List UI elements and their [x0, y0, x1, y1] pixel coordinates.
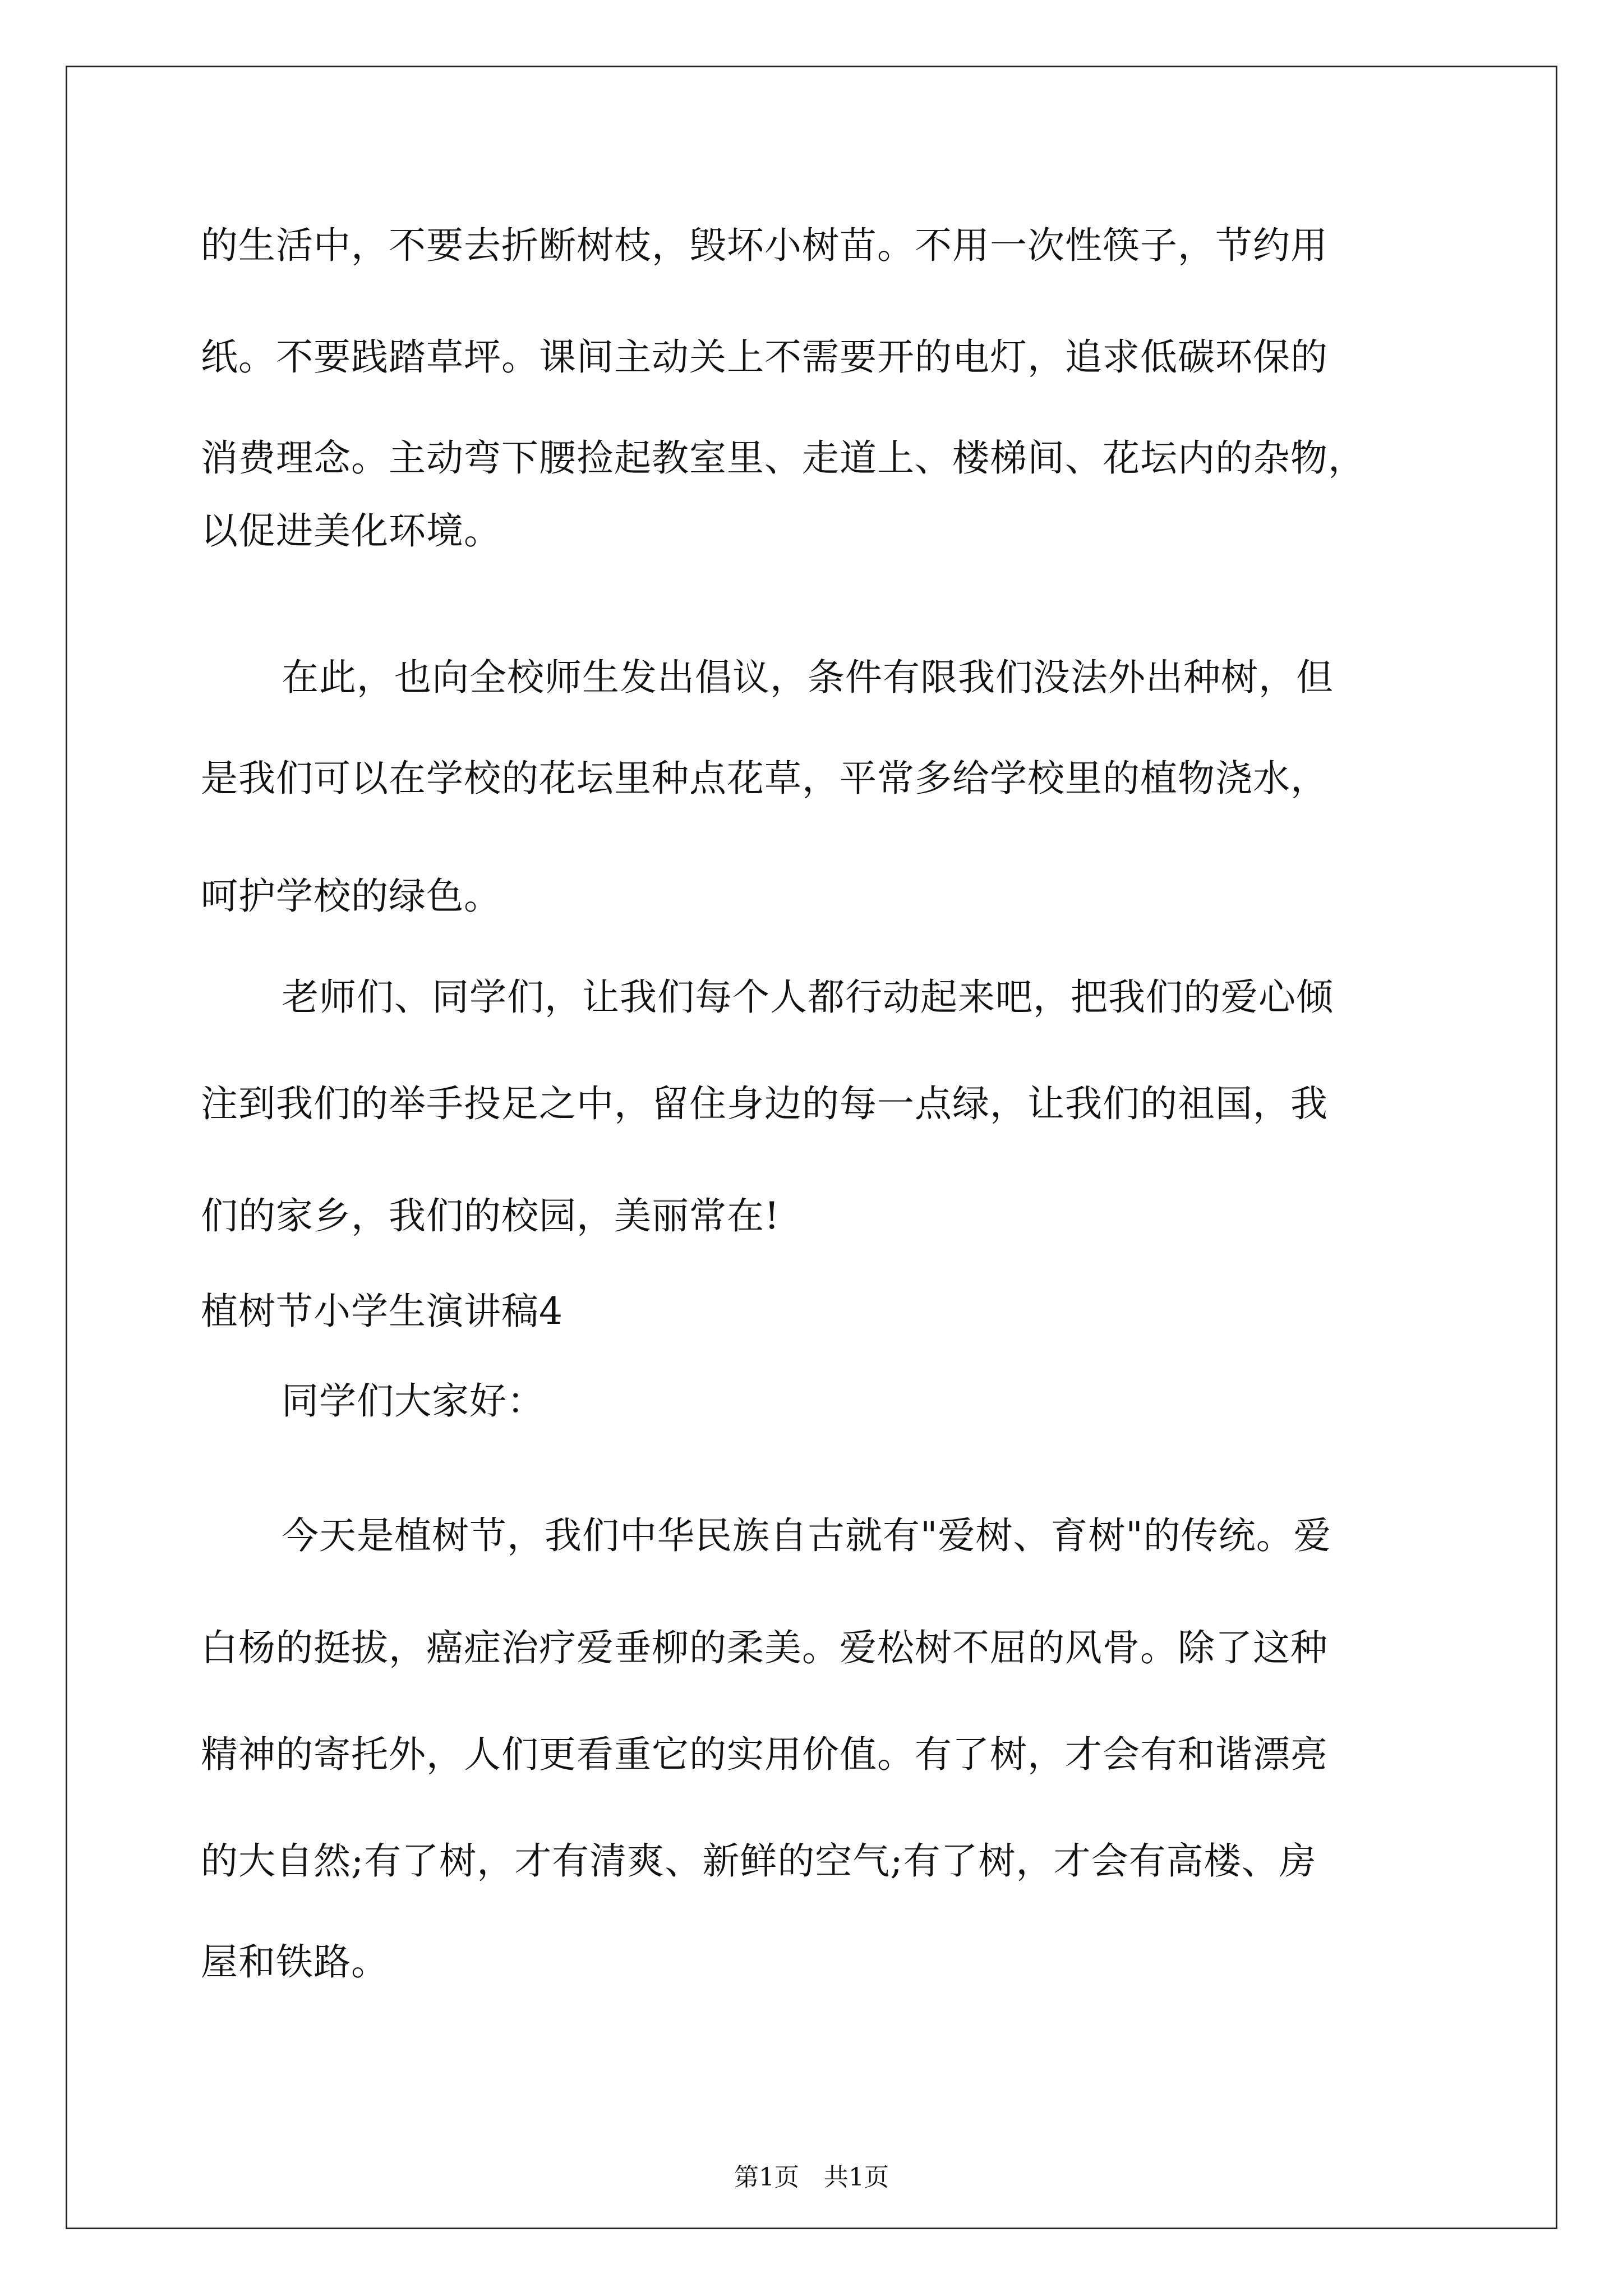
body-text-line: 以促进美化环境。 [201, 509, 501, 553]
greeting-line: 同学们大家好： [282, 1379, 545, 1423]
body-text-line: 消费理念。主动弯下腰捡起教室里、走道上、楼梯间、花坛内的杂物， [201, 436, 1366, 480]
body-text-line: 是我们可以在学校的花坛里种点花草，平常多给学校里的植物浇水， [201, 757, 1328, 800]
section-heading: 植树节小学生演讲稿4 [201, 1290, 563, 1333]
body-text-line: 的生活中，不要去折断树枝，毁坏小树苗。不用一次性筷子，节约用 [201, 224, 1328, 267]
page-footer: 第1页 共1页 [734, 2163, 889, 2192]
body-text-line: 们的家乡，我们的校园，美丽常在! [201, 1194, 780, 1237]
body-text-line: 的大自然;有了树，才有清爽、新鲜的空气;有了树，才会有高楼、房 [201, 1839, 1317, 1883]
body-text-line: 注到我们的举手投足之中，留住身边的每一点绿，让我们的祖国，我 [201, 1082, 1328, 1125]
page-border [66, 66, 1557, 2229]
body-text-line: 精神的寄托外，人们更看重它的实用价值。有了树，才会有和谐漂亮 [201, 1733, 1328, 1776]
paragraph-first-line: 今天是植树节，我们中华民族自古就有"爱树、育树"的传统。爱 [282, 1514, 1331, 1557]
body-text-line: 呵护学校的绿色。 [201, 875, 501, 918]
paragraph-first-line: 老师们、同学们，让我们每个人都行动起来吧，把我们的爱心倾 [282, 976, 1334, 1019]
body-text-line: 屋和铁路。 [201, 1940, 389, 1984]
body-text-line: 纸。不要践踏草坪。课间主动关上不需要开的电灯，追求低碳环保的 [201, 335, 1328, 379]
body-text-line: 白杨的挺拔，癌症治疗爱垂柳的柔美。爱松树不屈的风骨。除了这种 [201, 1626, 1328, 1669]
paragraph-first-line: 在此，也向全校师生发出倡议，条件有限我们没法外出种树，但 [282, 656, 1334, 699]
